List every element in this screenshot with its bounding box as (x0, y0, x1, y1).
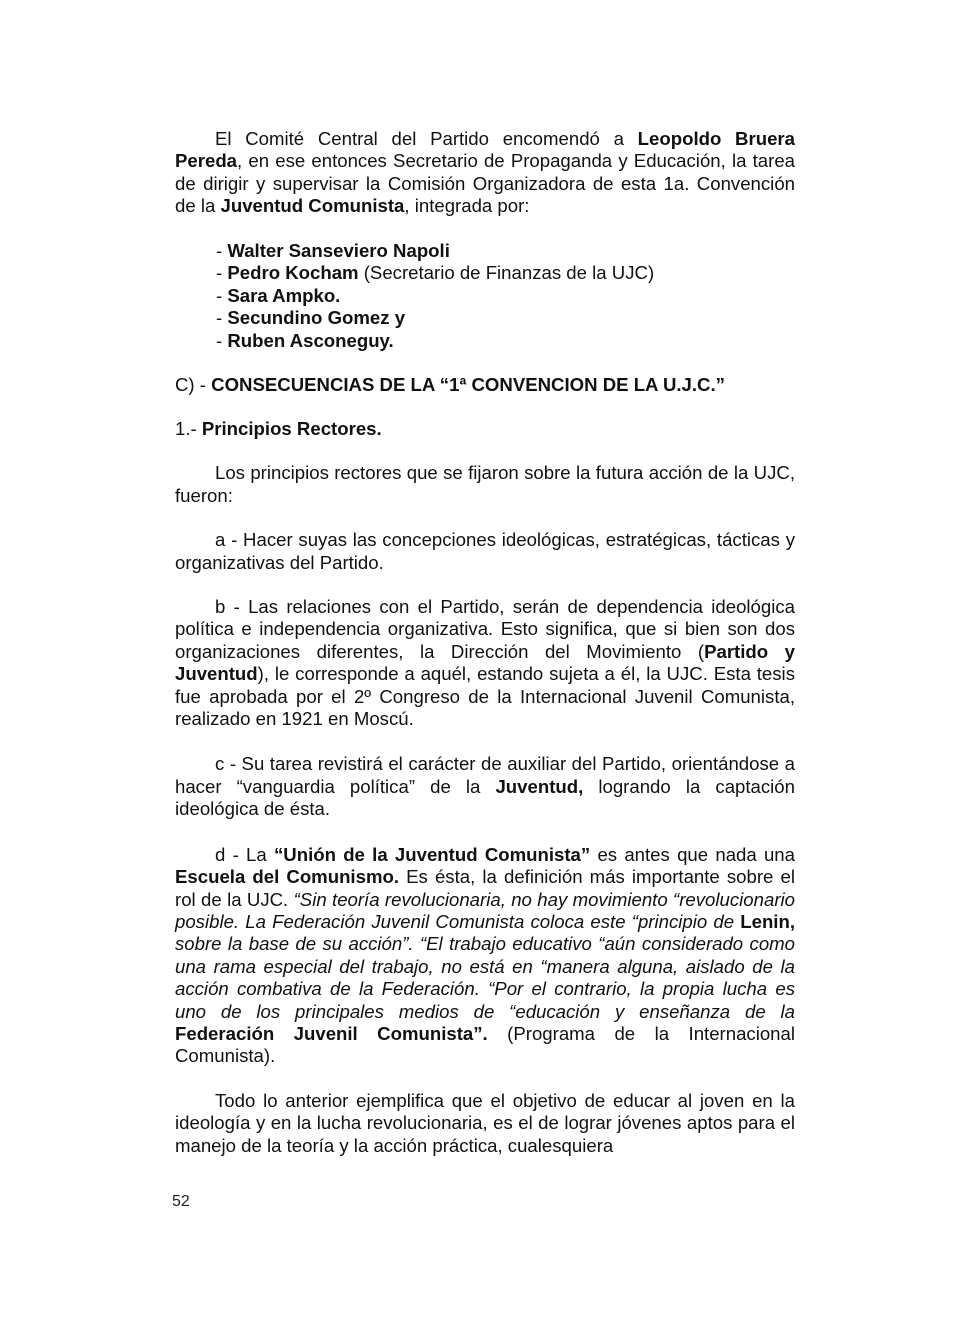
list-item: - Walter Sanseviero Napoli (216, 239, 450, 261)
quotation-source: (Programa de la Internacional Comunista). (175, 1022, 795, 1067)
principle-c: c - Su tarea revistirá el carácter de auxiliar del Partido, orientándose a hacer “vanguardia política” de la Juventud, logrando la captación ideológica de ésta. (175, 753, 795, 820)
principle-d-bold-2: Escuela del Comunismo. (175, 866, 399, 888)
intro-bold-org: Juventud Comunista (220, 195, 405, 217)
page-number: 52 (172, 1193, 190, 1210)
closing-paragraph: Todo lo anterior ejemplifica que el objetivo de educar al joven en la ideología y en la lucha revolucionaria, es el de lograr jóvenes aptos para el manejo de la teoría y la acción práctica, cualesquiera (175, 1089, 795, 1156)
quotation-bold-federation: Federación Juvenil Comunista”. (175, 1022, 488, 1044)
intro-text-1: El Comité Central del Partido encomendó a (215, 128, 638, 149)
section-title: CONSECUENCIAS DE LA “1ª CONVENCION DE LA U.J.C.” (211, 373, 725, 395)
principle-b-bold: Partido y Juventud (175, 640, 795, 685)
member-name: Ruben Asconeguy. (227, 330, 394, 351)
quotation-italic-2: sobre la base de su acción”. “El trabajo educativo “aún considerado como una rama especial del trabajo, no está en “manera alguna, aislado de la acción combativa de la Federación. “Por el contrario, la propia lucha es uno de los principales medios de “educación y enseñanza de la (175, 933, 795, 1022)
list-item: - Sara Ampko. (216, 284, 341, 306)
subsection-prefix: 1.- (175, 418, 202, 439)
page-body (175, 128, 795, 1157)
intro-bold-name: Leopoldo Bruera Pereda (175, 128, 795, 172)
quotation-bold-lenin: Lenin, (740, 910, 795, 932)
member-note: (Secretario de Finanzas de la UJC) (358, 262, 655, 284)
member-name: Secundino Gomez y (227, 307, 406, 329)
principle-b: b - Las relaciones con el Partido, serán de dependencia ideológica política e independencia organizativa. Esto significa, que si bien son dos organizaciones diferentes, la Dirección del Movimiento (Partido y Juventud), le corresponde a aquél, estando sujeta a él, la UJC. Esta tesis fue aprobada por el 2º Congreso de la Internacional Juvenil Comunista, realizado en 1921 en Moscú. (175, 596, 795, 730)
section-prefix: C) - (175, 373, 212, 395)
member-name: Walter Sanseviero Napoli (227, 239, 450, 261)
principle-c-bold: Juventud, (495, 775, 584, 797)
member-name: Sara Ampko. (227, 284, 341, 306)
subsection-title: Principios Rectores. (201, 418, 382, 439)
list-item: - Ruben Asconeguy. (216, 330, 394, 351)
intro-paragraph (175, 128, 795, 218)
principle-d-bold-1: “Unión de la Juventud Comunista” (273, 843, 591, 865)
quotation-italic-1: “Sin teoría revolucionaria, no hay movimiento “revolucionario posible. La Federación Juvenil Comunista coloca este “principio de (175, 888, 795, 932)
intro-text-3: , integrada por: (404, 195, 530, 217)
principle-d: d - La “Unión de la Juventud Comunista” es antes que nada una Escuela del Comunismo. Es ésta, la definición más importante sobre el rol de la UJC. “Sin teoría revolucionaria, no hay movimiento “revolucionario posible. La Federación Juvenil Comunista coloca este “principio de Lenin, sobre la base de su acción”. “El trabajo educativo “aún considerado como una rama especial del trabajo, no está en “manera alguna, aislado de la acción combativa de la Federación. “Por el contrario, la propia lucha es uno de los principales medios de “educación y enseñanza de la Federación Juvenil Comunista”. (Programa de la Internacional Comunista). (175, 843, 795, 1067)
intro-text-2: , en ese entonces Secretario de Propaganda y Educación, la tarea de dirigir y supervisar la Comisión Organizadora de esta 1a. Convención de la (175, 150, 795, 217)
section-heading-c (175, 374, 795, 396)
commission-member-list (216, 240, 795, 353)
list-item: - Secundino Gomez y (216, 307, 406, 329)
principle-a: a - Hacer suyas las concepciones ideológicas, estratégicas, tácticas y organizativas del Partido. (175, 529, 795, 573)
subsection-heading-1 (175, 418, 795, 440)
list-item: - Pedro Kocham (Secretario de Finanzas de la UJC) (216, 262, 655, 284)
principles-intro: Los principios rectores que se fijaron sobre la futura acción de la UJC, fueron: (175, 462, 795, 506)
member-name: Pedro Kocham (227, 262, 359, 284)
